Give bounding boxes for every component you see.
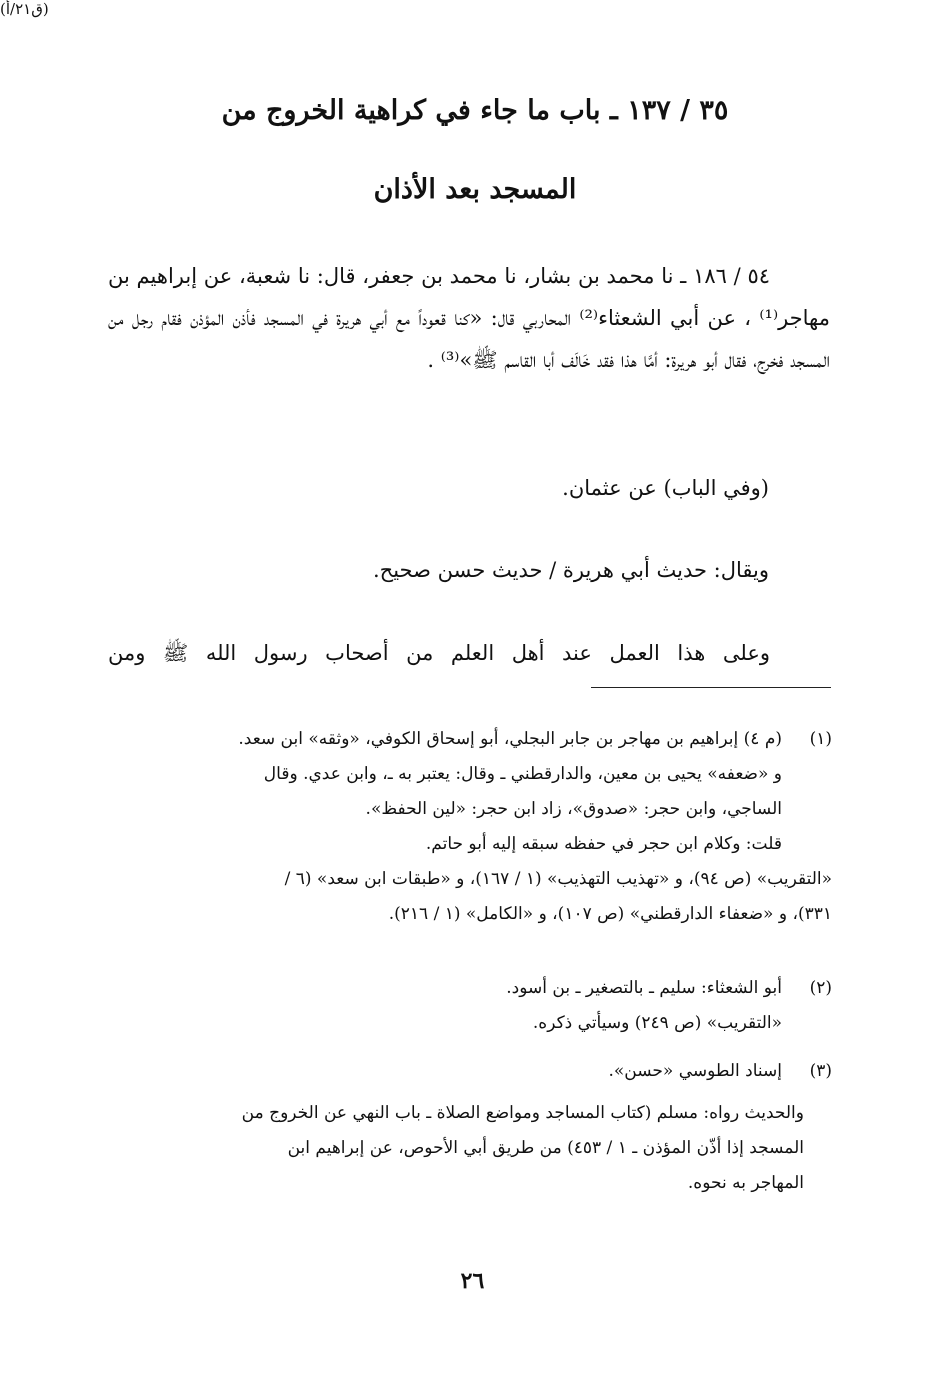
page-number: ٢٦ <box>460 1268 485 1294</box>
chapter-title-line-1: ٣٥ / ١٣٧ ـ باب ما جاء في كراهية الخروج من <box>221 95 729 126</box>
footnote-line: قلت: وكلام ابن حجر في حفظه سبقه إليه أبو حاتم. <box>425 834 782 854</box>
footnote-line: والحديث رواه: مسلم (كتاب المساجد ومواضع الصلاة ـ باب النهي عن الخروج من <box>241 1103 804 1123</box>
footnote-line: (م ٤) إبراهيم بن مهاجر بن جابر البجلي، أبو إسحاق الكوفي، «وثقه» ابن سعد. <box>238 729 782 749</box>
footnote-line: إسناد الطوسي «حسن». <box>608 1061 782 1081</box>
hadith-text: ٥٤ / ١٨٦ ـ نا محمد بن بشار، نا محمد بن جعفر، قال: نا شعبة، عن إبراهيم بن مهاجر⁽¹⁾ ، عن أبي الشعثاء⁽²⁾ المحاربي قال: «كنا قعوداً مع أبي هريرة في المسجد فأذن المؤذن فقام رجل من المسجد فخرج، فقال أبو هريرة: أمَّا هذا فقد خَالَف أبا القاسم ﷺ»⁽³⁾ . <box>108 264 830 372</box>
footnote-number: (١) <box>809 729 832 749</box>
footnote-line: المسجد إذا أذّن المؤذن ـ ١ / ٤٥٣) من طريق أبي الأحوص، عن إبراهيم ابن <box>287 1138 804 1158</box>
footnote-2 <box>112 971 832 1041</box>
footnote-3-continuation <box>112 1096 804 1201</box>
footnote-number: (٢) <box>809 978 832 998</box>
manuscript-margin-reference: (ق٢١/أ) <box>0 0 49 18</box>
qawl-line: ويقال: حديث أبي هريرة / حديث حسن صحيح. <box>372 558 769 582</box>
footnote-line: أبو الشعثاء: سليم ـ بالتصغير ـ بن أسود. <box>506 978 782 998</box>
footnote-line: «التقريب» (ص ٩٤)، و «تهذيب التهذيب» (١ / ١٦٧)، و «طبقات ابن سعد» (٦ / <box>284 869 832 889</box>
footnote-line: المهاجر به نحوه. <box>687 1173 804 1193</box>
footnote-line: و «ضعفه» يحيى بن معين، والدارقطني ـ وقال: يعتبر به ـ، وابن عدي. وقال <box>263 764 782 784</box>
amal-line: وعلى هذا العمل عند أهل العلم من أصحاب رسول الله ﷺ ومن <box>108 641 770 665</box>
footnote-line: ٣٣١)، و «ضعفاء الدارقطني» (ص ١٠٧)، و «الكامل» (١ / ٢١٦). <box>388 904 832 924</box>
footnote-3 <box>112 1054 832 1089</box>
footnote-1 <box>112 722 832 932</box>
bab-line: (وفي الباب) عن عثمان. <box>562 476 769 500</box>
chapter-title-line-2: المسجد بعد الأذان <box>373 174 577 205</box>
footnote-line: الساجي، وابن حجر: «صدوق»، زاد ابن حجر: «لين الحفظ». <box>365 799 782 819</box>
footnote-number: (٣) <box>809 1061 832 1081</box>
footnote-line: «التقريب» (ص ٢٤٩) وسيأتي ذكره. <box>532 1013 782 1033</box>
footnote-divider <box>591 687 831 688</box>
